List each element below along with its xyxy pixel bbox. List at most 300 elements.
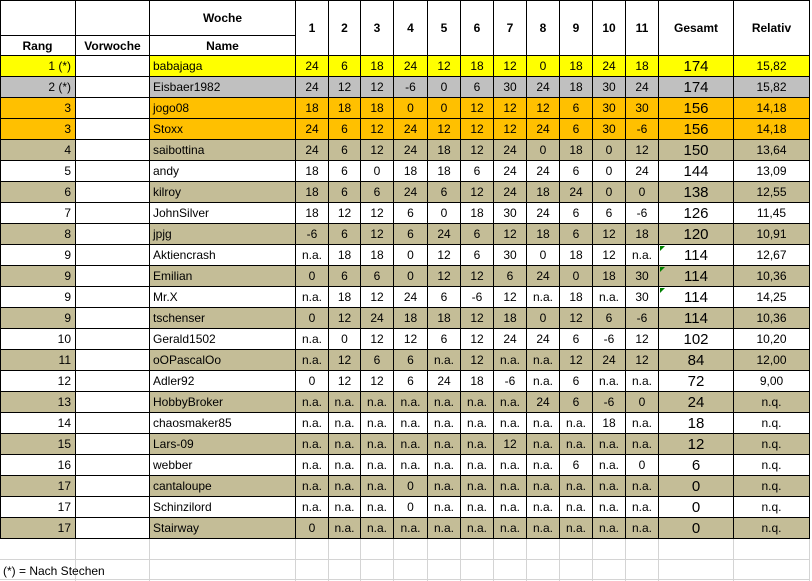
row-week-11[interactable]: n.a.: [626, 434, 659, 455]
row-name[interactable]: JohnSilver: [150, 203, 296, 224]
row-week-8[interactable]: n.a.: [527, 455, 560, 476]
row-name[interactable]: babajaga: [150, 56, 296, 77]
row-week-9[interactable]: 6: [560, 455, 593, 476]
row-week-1[interactable]: 24: [296, 56, 329, 77]
row-gesamt[interactable]: 156: [659, 119, 734, 140]
row-week-3[interactable]: 12: [361, 203, 394, 224]
row-week-2[interactable]: 18: [329, 245, 361, 266]
row-rang[interactable]: 9: [0, 245, 76, 266]
row-name[interactable]: Aktiencrash: [150, 245, 296, 266]
row-rang[interactable]: 3: [0, 98, 76, 119]
row-week-7[interactable]: 6: [494, 266, 527, 287]
row-vorwoche[interactable]: [76, 518, 150, 539]
row-name[interactable]: HobbyBroker: [150, 392, 296, 413]
row-rang[interactable]: 9: [0, 287, 76, 308]
row-week-3[interactable]: 18: [361, 245, 394, 266]
row-week-1[interactable]: n.a.: [296, 329, 329, 350]
row-week-2[interactable]: 6: [329, 266, 361, 287]
row-week-8[interactable]: 12: [527, 98, 560, 119]
row-rang[interactable]: 3: [0, 119, 76, 140]
row-week-8[interactable]: n.a.: [527, 434, 560, 455]
row-week-7[interactable]: n.a.: [494, 392, 527, 413]
row-name[interactable]: kilroy: [150, 182, 296, 203]
row-week-3[interactable]: n.a.: [361, 392, 394, 413]
row-week-8[interactable]: 24: [527, 161, 560, 182]
row-gesamt[interactable]: 18: [659, 413, 734, 434]
row-week-5[interactable]: n.a.: [428, 518, 461, 539]
row-week-7[interactable]: n.a.: [494, 476, 527, 497]
row-week-11[interactable]: 30: [626, 287, 659, 308]
row-week-8[interactable]: n.a.: [527, 413, 560, 434]
row-week-7[interactable]: 30: [494, 77, 527, 98]
row-rang[interactable]: 5: [0, 161, 76, 182]
row-week-4[interactable]: n.a.: [394, 413, 428, 434]
row-rang[interactable]: 13: [0, 392, 76, 413]
row-week-2[interactable]: 6: [329, 224, 361, 245]
row-week-4[interactable]: 24: [394, 182, 428, 203]
row-week-5[interactable]: n.a.: [428, 455, 461, 476]
row-rang[interactable]: 17: [0, 518, 76, 539]
row-week-7[interactable]: 12: [494, 98, 527, 119]
row-week-3[interactable]: 12: [361, 77, 394, 98]
row-week-1[interactable]: 0: [296, 371, 329, 392]
row-relativ[interactable]: 10,36: [734, 266, 810, 287]
row-week-5[interactable]: n.a.: [428, 350, 461, 371]
row-week-4[interactable]: n.a.: [394, 434, 428, 455]
row-week-6[interactable]: 12: [461, 119, 494, 140]
header-week-6[interactable]: 6: [461, 0, 494, 56]
row-week-4[interactable]: 0: [394, 497, 428, 518]
row-week-4[interactable]: 6: [394, 203, 428, 224]
row-gesamt[interactable]: 0: [659, 518, 734, 539]
row-rang[interactable]: 11: [0, 350, 76, 371]
header-week-1[interactable]: 1: [296, 0, 329, 56]
row-week-6[interactable]: -6: [461, 287, 494, 308]
row-week-2[interactable]: 6: [329, 119, 361, 140]
row-week-9[interactable]: 18: [560, 140, 593, 161]
row-week-1[interactable]: 24: [296, 119, 329, 140]
row-relativ[interactable]: n.q.: [734, 497, 810, 518]
row-week-10[interactable]: 12: [593, 224, 626, 245]
row-week-7[interactable]: 12: [494, 287, 527, 308]
row-week-6[interactable]: 18: [461, 371, 494, 392]
row-week-3[interactable]: 6: [361, 182, 394, 203]
row-week-7[interactable]: 12: [494, 224, 527, 245]
row-week-6[interactable]: 12: [461, 266, 494, 287]
row-week-3[interactable]: 12: [361, 371, 394, 392]
row-week-5[interactable]: 24: [428, 371, 461, 392]
row-week-2[interactable]: 18: [329, 98, 361, 119]
row-name[interactable]: Mr.X: [150, 287, 296, 308]
row-week-9[interactable]: n.a.: [560, 497, 593, 518]
row-week-1[interactable]: n.a.: [296, 497, 329, 518]
header-woche[interactable]: Woche: [150, 0, 296, 36]
row-gesamt[interactable]: 12: [659, 434, 734, 455]
row-week-1[interactable]: n.a.: [296, 434, 329, 455]
row-week-5[interactable]: n.a.: [428, 497, 461, 518]
header-blank-b[interactable]: [76, 0, 150, 36]
row-week-7[interactable]: n.a.: [494, 518, 527, 539]
row-week-7[interactable]: 24: [494, 140, 527, 161]
row-vorwoche[interactable]: [76, 140, 150, 161]
row-week-11[interactable]: 18: [626, 224, 659, 245]
row-week-4[interactable]: 12: [394, 329, 428, 350]
row-week-5[interactable]: 0: [428, 203, 461, 224]
row-rang[interactable]: 17: [0, 497, 76, 518]
row-week-11[interactable]: 24: [626, 161, 659, 182]
row-week-4[interactable]: n.a.: [394, 392, 428, 413]
row-week-6[interactable]: n.a.: [461, 518, 494, 539]
row-name[interactable]: andy: [150, 161, 296, 182]
row-week-8[interactable]: n.a.: [527, 371, 560, 392]
row-week-10[interactable]: n.a.: [593, 371, 626, 392]
row-rang[interactable]: 8: [0, 224, 76, 245]
row-relativ[interactable]: n.q.: [734, 434, 810, 455]
row-week-6[interactable]: n.a.: [461, 392, 494, 413]
row-week-11[interactable]: 30: [626, 266, 659, 287]
row-week-3[interactable]: n.a.: [361, 476, 394, 497]
row-week-7[interactable]: 30: [494, 203, 527, 224]
row-week-4[interactable]: 24: [394, 56, 428, 77]
row-week-5[interactable]: 18: [428, 140, 461, 161]
row-week-1[interactable]: 24: [296, 140, 329, 161]
row-week-9[interactable]: 24: [560, 182, 593, 203]
row-week-7[interactable]: 24: [494, 329, 527, 350]
row-relativ[interactable]: 14,18: [734, 98, 810, 119]
row-vorwoche[interactable]: [76, 161, 150, 182]
row-week-9[interactable]: 0: [560, 266, 593, 287]
row-gesamt[interactable]: 156: [659, 98, 734, 119]
row-week-11[interactable]: n.a.: [626, 413, 659, 434]
row-vorwoche[interactable]: [76, 203, 150, 224]
row-week-9[interactable]: n.a.: [560, 518, 593, 539]
row-week-1[interactable]: -6: [296, 224, 329, 245]
row-vorwoche[interactable]: [76, 224, 150, 245]
row-week-11[interactable]: n.a.: [626, 497, 659, 518]
header-week-2[interactable]: 2: [329, 0, 361, 56]
row-relativ[interactable]: 14,25: [734, 287, 810, 308]
row-week-8[interactable]: 24: [527, 392, 560, 413]
row-week-1[interactable]: n.a.: [296, 476, 329, 497]
row-week-11[interactable]: n.a.: [626, 371, 659, 392]
row-week-2[interactable]: n.a.: [329, 392, 361, 413]
row-name[interactable]: tschenser: [150, 308, 296, 329]
row-week-2[interactable]: 18: [329, 287, 361, 308]
row-week-5[interactable]: 6: [428, 182, 461, 203]
row-week-3[interactable]: 18: [361, 98, 394, 119]
row-week-7[interactable]: 30: [494, 245, 527, 266]
row-name[interactable]: Eisbaer1982: [150, 77, 296, 98]
row-week-10[interactable]: -6: [593, 392, 626, 413]
row-vorwoche[interactable]: [76, 119, 150, 140]
row-vorwoche[interactable]: [76, 98, 150, 119]
row-relativ[interactable]: 15,82: [734, 56, 810, 77]
row-relativ[interactable]: 10,91: [734, 224, 810, 245]
header-week-3[interactable]: 3: [361, 0, 394, 56]
row-gesamt[interactable]: 0: [659, 476, 734, 497]
row-week-8[interactable]: n.a.: [527, 350, 560, 371]
row-week-2[interactable]: 12: [329, 350, 361, 371]
row-week-5[interactable]: 18: [428, 161, 461, 182]
row-week-9[interactable]: 6: [560, 329, 593, 350]
row-week-3[interactable]: 24: [361, 308, 394, 329]
row-week-9[interactable]: n.a.: [560, 434, 593, 455]
row-name[interactable]: webber: [150, 455, 296, 476]
row-week-5[interactable]: 12: [428, 56, 461, 77]
row-vorwoche[interactable]: [76, 56, 150, 77]
row-week-8[interactable]: 24: [527, 266, 560, 287]
row-week-8[interactable]: n.a.: [527, 476, 560, 497]
row-week-6[interactable]: 6: [461, 224, 494, 245]
row-vorwoche[interactable]: [76, 476, 150, 497]
row-vorwoche[interactable]: [76, 182, 150, 203]
row-vorwoche[interactable]: [76, 350, 150, 371]
row-week-11[interactable]: 12: [626, 329, 659, 350]
row-week-7[interactable]: -6: [494, 371, 527, 392]
row-week-3[interactable]: 0: [361, 161, 394, 182]
row-rang[interactable]: 16: [0, 455, 76, 476]
row-week-2[interactable]: n.a.: [329, 518, 361, 539]
header-blank-a[interactable]: [0, 0, 76, 36]
row-rang[interactable]: 1 (*): [0, 56, 76, 77]
row-gesamt[interactable]: 102: [659, 329, 734, 350]
row-week-10[interactable]: n.a.: [593, 518, 626, 539]
header-week-9[interactable]: 9: [560, 0, 593, 56]
row-week-9[interactable]: 18: [560, 56, 593, 77]
row-relativ[interactable]: n.q.: [734, 476, 810, 497]
row-week-5[interactable]: 6: [428, 329, 461, 350]
row-week-6[interactable]: 6: [461, 77, 494, 98]
row-week-9[interactable]: 6: [560, 224, 593, 245]
row-week-10[interactable]: 6: [593, 308, 626, 329]
row-week-11[interactable]: -6: [626, 119, 659, 140]
row-relativ[interactable]: 10,36: [734, 308, 810, 329]
row-week-3[interactable]: 12: [361, 287, 394, 308]
row-week-3[interactable]: n.a.: [361, 455, 394, 476]
row-week-3[interactable]: 6: [361, 350, 394, 371]
header-week-8[interactable]: 8: [527, 0, 560, 56]
row-week-10[interactable]: 18: [593, 413, 626, 434]
row-week-2[interactable]: 6: [329, 140, 361, 161]
row-week-8[interactable]: 24: [527, 203, 560, 224]
row-week-3[interactable]: 12: [361, 329, 394, 350]
row-relativ[interactable]: 13,64: [734, 140, 810, 161]
row-gesamt[interactable]: 72: [659, 371, 734, 392]
row-rang[interactable]: 14: [0, 413, 76, 434]
header-gesamt[interactable]: Gesamt: [659, 0, 734, 56]
row-week-5[interactable]: 18: [428, 308, 461, 329]
row-gesamt[interactable]: 6: [659, 455, 734, 476]
row-week-9[interactable]: n.a.: [560, 476, 593, 497]
row-week-10[interactable]: 0: [593, 161, 626, 182]
row-week-11[interactable]: n.a.: [626, 476, 659, 497]
row-week-11[interactable]: 0: [626, 392, 659, 413]
row-week-6[interactable]: n.a.: [461, 476, 494, 497]
row-week-5[interactable]: n.a.: [428, 434, 461, 455]
row-week-3[interactable]: n.a.: [361, 434, 394, 455]
row-week-7[interactable]: 12: [494, 434, 527, 455]
row-week-1[interactable]: n.a.: [296, 455, 329, 476]
row-week-1[interactable]: 0: [296, 266, 329, 287]
row-week-5[interactable]: 12: [428, 119, 461, 140]
row-week-10[interactable]: 24: [593, 56, 626, 77]
row-week-8[interactable]: 0: [527, 140, 560, 161]
row-gesamt[interactable]: 174: [659, 56, 734, 77]
row-gesamt[interactable]: 144: [659, 161, 734, 182]
row-vorwoche[interactable]: [76, 308, 150, 329]
row-week-4[interactable]: 18: [394, 308, 428, 329]
row-relativ[interactable]: 12,67: [734, 245, 810, 266]
row-week-10[interactable]: -6: [593, 329, 626, 350]
row-week-5[interactable]: 12: [428, 266, 461, 287]
row-week-5[interactable]: n.a.: [428, 476, 461, 497]
row-week-3[interactable]: n.a.: [361, 413, 394, 434]
row-week-6[interactable]: 18: [461, 56, 494, 77]
row-rang[interactable]: 15: [0, 434, 76, 455]
row-week-2[interactable]: 12: [329, 203, 361, 224]
row-vorwoche[interactable]: [76, 434, 150, 455]
row-vorwoche[interactable]: [76, 413, 150, 434]
row-week-10[interactable]: 30: [593, 98, 626, 119]
row-week-10[interactable]: n.a.: [593, 434, 626, 455]
row-week-10[interactable]: n.a.: [593, 287, 626, 308]
row-week-3[interactable]: 6: [361, 266, 394, 287]
row-week-10[interactable]: n.a.: [593, 455, 626, 476]
row-week-2[interactable]: n.a.: [329, 455, 361, 476]
row-week-1[interactable]: 0: [296, 518, 329, 539]
header-week-7[interactable]: 7: [494, 0, 527, 56]
row-week-6[interactable]: 12: [461, 308, 494, 329]
row-week-4[interactable]: 0: [394, 266, 428, 287]
row-week-9[interactable]: 6: [560, 203, 593, 224]
row-week-6[interactable]: 12: [461, 98, 494, 119]
row-vorwoche[interactable]: [76, 371, 150, 392]
row-week-7[interactable]: n.a.: [494, 350, 527, 371]
row-week-8[interactable]: 24: [527, 119, 560, 140]
row-gesamt[interactable]: 114: [659, 287, 734, 308]
row-relativ[interactable]: n.q.: [734, 392, 810, 413]
row-week-6[interactable]: 12: [461, 182, 494, 203]
row-week-1[interactable]: 24: [296, 77, 329, 98]
row-week-8[interactable]: 0: [527, 56, 560, 77]
row-week-7[interactable]: n.a.: [494, 455, 527, 476]
row-relativ[interactable]: 11,45: [734, 203, 810, 224]
row-week-2[interactable]: 12: [329, 308, 361, 329]
row-week-5[interactable]: n.a.: [428, 413, 461, 434]
row-week-8[interactable]: 24: [527, 77, 560, 98]
row-week-9[interactable]: 18: [560, 245, 593, 266]
row-week-1[interactable]: n.a.: [296, 245, 329, 266]
row-relativ[interactable]: 13,09: [734, 161, 810, 182]
header-week-11[interactable]: 11: [626, 0, 659, 56]
row-vorwoche[interactable]: [76, 287, 150, 308]
row-name[interactable]: Stoxx: [150, 119, 296, 140]
row-name[interactable]: cantaloupe: [150, 476, 296, 497]
row-week-1[interactable]: n.a.: [296, 287, 329, 308]
row-week-11[interactable]: 18: [626, 56, 659, 77]
row-gesamt[interactable]: 120: [659, 224, 734, 245]
row-week-11[interactable]: -6: [626, 308, 659, 329]
row-week-7[interactable]: n.a.: [494, 413, 527, 434]
row-gesamt[interactable]: 84: [659, 350, 734, 371]
row-week-9[interactable]: 18: [560, 77, 593, 98]
row-week-11[interactable]: 12: [626, 140, 659, 161]
row-week-3[interactable]: 12: [361, 140, 394, 161]
row-week-2[interactable]: n.a.: [329, 476, 361, 497]
row-name[interactable]: Lars-09: [150, 434, 296, 455]
row-week-4[interactable]: 24: [394, 287, 428, 308]
row-vorwoche[interactable]: [76, 77, 150, 98]
row-week-8[interactable]: 24: [527, 329, 560, 350]
header-name[interactable]: Name: [150, 36, 296, 56]
row-week-4[interactable]: 6: [394, 350, 428, 371]
row-week-4[interactable]: n.a.: [394, 518, 428, 539]
row-name[interactable]: oOPascalOo: [150, 350, 296, 371]
row-week-2[interactable]: n.a.: [329, 434, 361, 455]
row-week-1[interactable]: n.a.: [296, 350, 329, 371]
row-week-10[interactable]: 30: [593, 77, 626, 98]
row-week-6[interactable]: 6: [461, 161, 494, 182]
row-rang[interactable]: 10: [0, 329, 76, 350]
row-week-10[interactable]: 0: [593, 182, 626, 203]
row-relativ[interactable]: 14,18: [734, 119, 810, 140]
row-week-10[interactable]: 6: [593, 203, 626, 224]
row-week-6[interactable]: n.a.: [461, 434, 494, 455]
row-relativ[interactable]: 9,00: [734, 371, 810, 392]
row-week-4[interactable]: 0: [394, 476, 428, 497]
header-rang[interactable]: Rang: [0, 36, 76, 56]
row-vorwoche[interactable]: [76, 329, 150, 350]
row-week-6[interactable]: 12: [461, 140, 494, 161]
row-week-11[interactable]: 0: [626, 455, 659, 476]
row-week-3[interactable]: 12: [361, 119, 394, 140]
row-gesamt[interactable]: 0: [659, 497, 734, 518]
row-relativ[interactable]: n.q.: [734, 455, 810, 476]
row-gesamt[interactable]: 126: [659, 203, 734, 224]
row-relativ[interactable]: 12,55: [734, 182, 810, 203]
row-week-3[interactable]: n.a.: [361, 518, 394, 539]
row-week-5[interactable]: 0: [428, 77, 461, 98]
row-relativ[interactable]: n.q.: [734, 413, 810, 434]
header-relativ[interactable]: Relativ: [734, 0, 810, 56]
row-week-2[interactable]: 6: [329, 182, 361, 203]
row-gesamt[interactable]: 150: [659, 140, 734, 161]
row-week-7[interactable]: n.a.: [494, 497, 527, 518]
row-week-8[interactable]: 0: [527, 308, 560, 329]
row-week-3[interactable]: 18: [361, 56, 394, 77]
row-name[interactable]: jogo08: [150, 98, 296, 119]
row-week-9[interactable]: 18: [560, 287, 593, 308]
row-week-11[interactable]: 24: [626, 77, 659, 98]
row-gesamt[interactable]: 114: [659, 308, 734, 329]
row-week-5[interactable]: 24: [428, 224, 461, 245]
row-rang[interactable]: 7: [0, 203, 76, 224]
row-week-6[interactable]: n.a.: [461, 497, 494, 518]
row-week-6[interactable]: 12: [461, 329, 494, 350]
row-week-11[interactable]: n.a.: [626, 518, 659, 539]
row-week-4[interactable]: -6: [394, 77, 428, 98]
row-rang[interactable]: 9: [0, 266, 76, 287]
row-week-2[interactable]: 12: [329, 371, 361, 392]
row-week-11[interactable]: -6: [626, 203, 659, 224]
row-name[interactable]: chaosmaker85: [150, 413, 296, 434]
row-gesamt[interactable]: 114: [659, 245, 734, 266]
row-week-7[interactable]: 12: [494, 119, 527, 140]
row-week-2[interactable]: n.a.: [329, 497, 361, 518]
row-gesamt[interactable]: 174: [659, 77, 734, 98]
row-relativ[interactable]: 12,00: [734, 350, 810, 371]
row-week-7[interactable]: 12: [494, 56, 527, 77]
